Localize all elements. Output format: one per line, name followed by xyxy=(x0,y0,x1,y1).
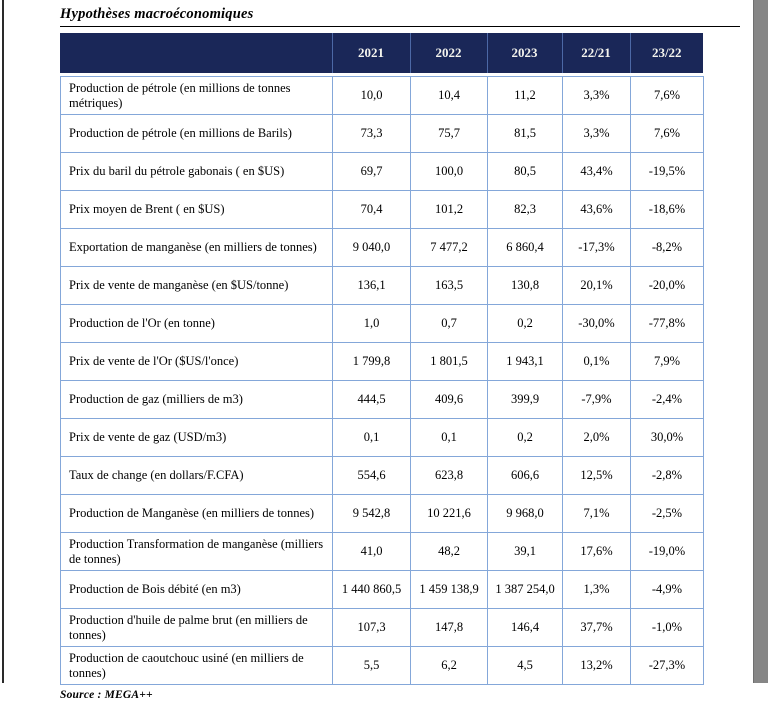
cell-value: 0,1% xyxy=(563,343,631,381)
cell-value: 7,9% xyxy=(631,343,704,381)
cell-value: 1 387 254,0 xyxy=(488,571,563,609)
table-row xyxy=(61,267,704,305)
page-border-left xyxy=(2,0,4,683)
cell-value: 399,9 xyxy=(488,381,563,419)
row-label: Exportation de manganèse (en milliers de tonnes) xyxy=(61,229,333,267)
cell-value: 0,1 xyxy=(333,419,411,457)
cell-value: 146,4 xyxy=(488,609,563,647)
cell-value: 20,1% xyxy=(563,267,631,305)
cell-value: 6,2 xyxy=(411,647,488,685)
cell-value: 12,5% xyxy=(563,457,631,495)
cell-value: 3,3% xyxy=(563,77,631,115)
column-header: 2021 xyxy=(332,33,410,73)
cell-value: 163,5 xyxy=(411,267,488,305)
cell-value: 606,6 xyxy=(488,457,563,495)
column-header: 2022 xyxy=(410,33,487,73)
page-content xyxy=(60,6,741,701)
cell-value: 39,1 xyxy=(488,533,563,571)
cell-value: 3,3% xyxy=(563,115,631,153)
row-label: Production d'huile de palme brut (en milliers de tonnes) xyxy=(61,609,333,647)
cell-value: 7 477,2 xyxy=(411,229,488,267)
cell-value: 2,0% xyxy=(563,419,631,457)
table-row xyxy=(61,571,704,609)
table-row xyxy=(61,305,704,343)
cell-value: 9 542,8 xyxy=(333,495,411,533)
cell-value: -2,5% xyxy=(631,495,704,533)
table-row xyxy=(61,115,704,153)
table-row xyxy=(61,495,704,533)
cell-value: 13,2% xyxy=(563,647,631,685)
table-row xyxy=(61,343,704,381)
cell-value: 136,1 xyxy=(333,267,411,305)
section-title: Hypothèses macroéconomiques xyxy=(60,6,740,27)
cell-value: 444,5 xyxy=(333,381,411,419)
macro-assumptions-table xyxy=(60,76,704,685)
table-row xyxy=(61,647,704,685)
cell-value: 554,6 xyxy=(333,457,411,495)
header-row xyxy=(60,33,703,73)
cell-value: 7,6% xyxy=(631,115,704,153)
column-header: 22/21 xyxy=(562,33,630,73)
cell-value: 7,1% xyxy=(563,495,631,533)
row-label: Production de Manganèse (en milliers de tonnes) xyxy=(61,495,333,533)
cell-value: -7,9% xyxy=(563,381,631,419)
cell-value: -30,0% xyxy=(563,305,631,343)
cell-value: 409,6 xyxy=(411,381,488,419)
table-row xyxy=(61,609,704,647)
row-label: Production de caoutchouc usiné (en milliers de tonnes) xyxy=(61,647,333,685)
table-row xyxy=(61,229,704,267)
cell-value: 0,1 xyxy=(411,419,488,457)
cell-value: 10,4 xyxy=(411,77,488,115)
cell-value: 1 943,1 xyxy=(488,343,563,381)
cell-value: 41,0 xyxy=(333,533,411,571)
cell-value: 7,6% xyxy=(631,77,704,115)
cell-value: 70,4 xyxy=(333,191,411,229)
cell-value: 80,5 xyxy=(488,153,563,191)
cell-value: 37,7% xyxy=(563,609,631,647)
cell-value: 43,4% xyxy=(563,153,631,191)
cell-value: 100,0 xyxy=(411,153,488,191)
cell-value: 147,8 xyxy=(411,609,488,647)
row-label: Production de gaz (milliers de m3) xyxy=(61,381,333,419)
cell-value: 6 860,4 xyxy=(488,229,563,267)
cell-value: 81,5 xyxy=(488,115,563,153)
macro-table-header xyxy=(60,33,703,73)
cell-value: 10 221,6 xyxy=(411,495,488,533)
cell-value: 82,3 xyxy=(488,191,563,229)
row-label: Prix de vente de manganèse (en $US/tonne) xyxy=(61,267,333,305)
cell-value: -27,3% xyxy=(631,647,704,685)
cell-value: 9 968,0 xyxy=(488,495,563,533)
cell-value: -20,0% xyxy=(631,267,704,305)
cell-value: 10,0 xyxy=(333,77,411,115)
source-note: Source : MEGA++ xyxy=(60,689,153,701)
row-label: Production Transformation de manganèse (milliers de tonnes) xyxy=(61,533,333,571)
cell-value: 11,2 xyxy=(488,77,563,115)
corner-header xyxy=(60,33,332,73)
cell-value: 73,3 xyxy=(333,115,411,153)
cell-value: 1,0 xyxy=(333,305,411,343)
cell-value: 75,7 xyxy=(411,115,488,153)
cell-value: 130,8 xyxy=(488,267,563,305)
column-header: 2023 xyxy=(487,33,562,73)
cell-value: 101,2 xyxy=(411,191,488,229)
cell-value: 69,7 xyxy=(333,153,411,191)
cell-value: 1,3% xyxy=(563,571,631,609)
cell-value: -2,8% xyxy=(631,457,704,495)
table-row xyxy=(61,191,704,229)
row-label: Taux de change (en dollars/F.CFA) xyxy=(61,457,333,495)
cell-value: 43,6% xyxy=(563,191,631,229)
row-label: Production de l'Or (en tonne) xyxy=(61,305,333,343)
cell-value: 0,2 xyxy=(488,305,563,343)
column-header: 23/22 xyxy=(630,33,703,73)
cell-value: 0,2 xyxy=(488,419,563,457)
cell-value: 1 440 860,5 xyxy=(333,571,411,609)
row-label: Production de pétrole (en millions de tonnes métriques) xyxy=(61,77,333,115)
cell-value: -2,4% xyxy=(631,381,704,419)
table-row xyxy=(61,457,704,495)
cell-value: -19,5% xyxy=(631,153,704,191)
cell-value: 9 040,0 xyxy=(333,229,411,267)
cell-value: 107,3 xyxy=(333,609,411,647)
cell-value: 623,8 xyxy=(411,457,488,495)
cell-value: -77,8% xyxy=(631,305,704,343)
cell-value: 1 801,5 xyxy=(411,343,488,381)
cell-value: 30,0% xyxy=(631,419,704,457)
table-row xyxy=(61,419,704,457)
cell-value: 4,5 xyxy=(488,647,563,685)
cell-value: 5,5 xyxy=(333,647,411,685)
cell-value: 1 799,8 xyxy=(333,343,411,381)
row-label: Prix de vente de gaz (USD/m3) xyxy=(61,419,333,457)
row-label: Prix du baril du pétrole gabonais ( en $US) xyxy=(61,153,333,191)
cell-value: -1,0% xyxy=(631,609,704,647)
cell-value: 48,2 xyxy=(411,533,488,571)
table-row xyxy=(61,381,704,419)
row-label: Prix de vente de l'Or ($US/l'once) xyxy=(61,343,333,381)
page-edge-right xyxy=(753,0,768,683)
row-label: Production de Bois débité (en m3) xyxy=(61,571,333,609)
cell-value: -4,9% xyxy=(631,571,704,609)
cell-value: -17,3% xyxy=(563,229,631,267)
cell-value: -18,6% xyxy=(631,191,704,229)
cell-value: -8,2% xyxy=(631,229,704,267)
table-row xyxy=(61,77,704,115)
row-label: Prix moyen de Brent ( en $US) xyxy=(61,191,333,229)
cell-value: 0,7 xyxy=(411,305,488,343)
table-body xyxy=(61,77,704,685)
table-row xyxy=(61,533,704,571)
cell-value: 17,6% xyxy=(563,533,631,571)
cell-value: 1 459 138,9 xyxy=(411,571,488,609)
cell-value: -19,0% xyxy=(631,533,704,571)
table-row xyxy=(61,153,704,191)
row-label: Production de pétrole (en millions de Barils) xyxy=(61,115,333,153)
